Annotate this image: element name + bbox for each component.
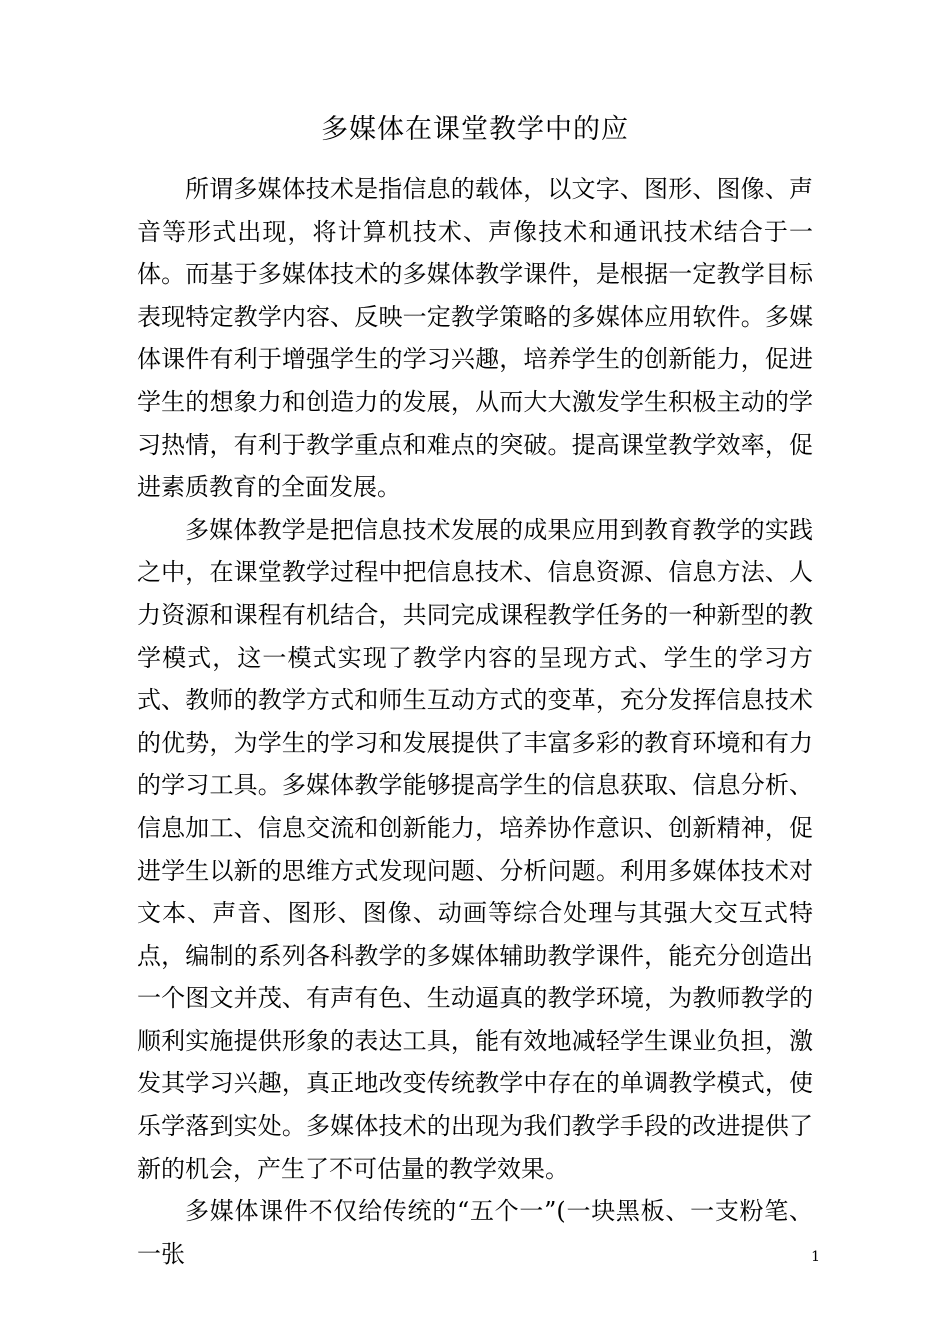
document-body (137, 168, 813, 1275)
paragraph-3: 多媒体课件不仅给传统的“五个一”(一块黑板、一支粉笔、一张 (137, 1197, 813, 1268)
page-number: 1 (811, 1249, 820, 1265)
paragraph-2: 多媒体教学是把信息技术发展的成果应用到教育教学的实践之中，在课堂教学过程中把信息技术、信息资源、信息方法、人力资源和课程有机结合，共同完成课程教学任务的一种新型的教学模式，这一模式实现了教学内容的呈现方式、学生的学习方式、教师的教学方式和师生互动方式的变革，充分发挥信息技术的优势，为学生的学习和发展提供了丰富多彩的教育环境和有力的学习工具。多媒体教学能够提高学生的信息获取、信息分析、信息加工、信息交流和创新能力，培养协作意识、创新精神，促进学生以新的思维方式发现问题、分析问题。利用多媒体技术对文本、声音、图形、图像、动画等综合处理与其强大交互式特点，编制的系列各科教学的多媒体辅助教学课件，能充分创造出一个图文并茂、有声有色、生动逼真的教学环境，为教师教学的顺利实施提供形象的表达工具，能有效地减轻学生课业负担，激发其学习兴趣，真正地改变传统教学中存在的单调教学模式，使乐学落到实处。多媒体技术的出现为我们教学手段的改进提供了新的机会，产生了不可估量的教学效果。 (137, 515, 813, 1183)
paragraph-1: 所谓多媒体技术是指信息的载体，以文字、图形、图像、声音等形式出现，将计算机技术、声像技术和通讯技术结合于一体。而基于多媒体技术的多媒体教学课件，是根据一定教学目标表现特定教学内容、反映一定教学策略的多媒体应用软件。多媒体课件有利于增强学生的学习兴趣，培养学生的创新能力，促进学生的想象力和创造力的发展，从而大大激发学生积极主动的学习热情，有利于教学重点和难点的突破。提高课堂教学效率，促进素质教育的全面发展。 (137, 175, 813, 502)
document-title: 多媒体在课堂教学中的应 (321, 114, 629, 145)
